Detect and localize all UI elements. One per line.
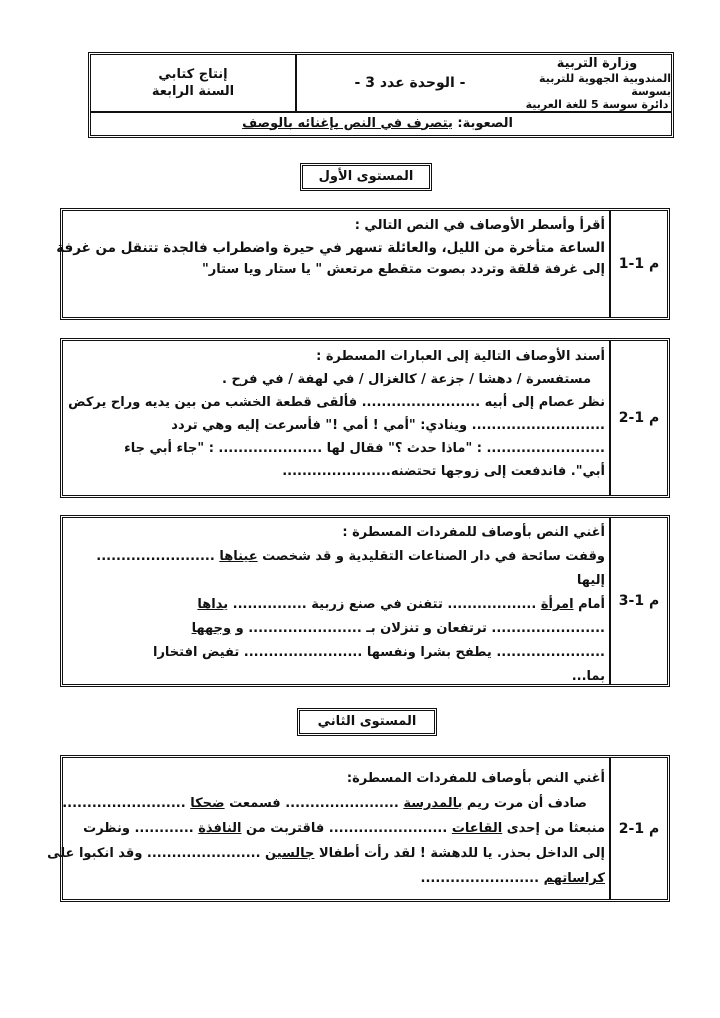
ex3-line3-word-amam: أمام: [578, 597, 605, 612]
exercise-3-line-4: [69, 617, 605, 641]
exercise-3-line-6: بما...: [571, 669, 605, 684]
exercise-4-line-1: [62, 791, 605, 816]
exercise-3-instruction: أغني النص بأوصاف للمفردات المسطرة :: [342, 525, 605, 540]
difficulty-row: [91, 111, 671, 135]
ex4-word-window: النافذة: [198, 821, 242, 836]
ex3-line1-dots: ........................: [96, 549, 215, 564]
exercise-4-line-2: [69, 816, 605, 841]
exercise-4-line-4: [69, 866, 605, 891]
grade-label: السنة الرابعة: [151, 84, 235, 99]
exercise-2-number: م 1-2: [609, 341, 667, 495]
exercise-2-content: [69, 345, 605, 493]
subject-label: إنتاج كتابي: [158, 67, 228, 82]
ex3-line1-text: وقفت سائحة في دار الصناعات التقليدية و قد شخصت: [262, 549, 605, 564]
admin-line-2: المندوبية الجهوية للتربية بسوسة: [539, 72, 671, 98]
ex4-line1-dots: .........................: [62, 796, 186, 811]
ex4-word-notebooks: كراساتهم: [543, 871, 605, 886]
ex4-line2-end: ............ ونظرت: [83, 821, 194, 836]
header-subject-cell: [91, 55, 295, 111]
exercise-4-content: [47, 766, 605, 897]
difficulty-text: يتصرف في النص بإغنائه بالوصف: [242, 115, 453, 131]
ex4-word-sitting: جالسين: [265, 846, 315, 861]
ex4-line1-mid: ....................... فسمعت: [229, 796, 399, 811]
exercise-3-box: [60, 515, 670, 687]
exercise-2-instruction: أسند الأوصاف التالية إلى العبارات المسطرة :: [316, 349, 605, 364]
exercise-3-line-3: [69, 593, 605, 617]
ex4-line3-text: إلى الداخل بحذر. يا للدهشة ! لقد رأت أطفالا: [318, 846, 605, 861]
exercise-4-instruction: أغني النص بأوصاف للمفردات المسطرة:: [346, 771, 605, 786]
ex4-word-rooms: القاعات: [451, 821, 503, 836]
ex4-line4-dots: ........................: [420, 871, 540, 886]
exercise-4-number: م 1-2: [609, 758, 667, 899]
exercise-3-number: م 1-3: [609, 518, 667, 684]
ex3-word-hands: يداها: [197, 597, 229, 612]
admin-line-3: دائرة سوسة 5 للغة العربية: [525, 98, 669, 111]
exercise-2-line-2: ........................... وينادي: "أمي ! أمي !" فأسرعت إليه وهي تردد: [171, 418, 605, 433]
exercise-1-box: [56, 208, 670, 320]
exercise-2-options: مستفسرة / دهشا / جزعة / كالغزال / في لهفة / في فرح .: [222, 372, 591, 387]
ex4-line2-mid: ........................ فاقتربت من: [246, 821, 448, 836]
ex4-word-laughter: ضحكا: [190, 796, 225, 811]
exercise-2-line-3: ........................ : "ماذا حدث ؟" فقال لها ..................... : "جاء أبي جاء: [124, 441, 605, 456]
level-1-label: المستوى الأول: [300, 163, 432, 191]
ex4-word-school: بالمدرسة: [403, 796, 463, 811]
exercise-1-content: [56, 215, 605, 315]
exercise-1-number: م 1-1: [609, 211, 667, 317]
exercise-4-line-3: [47, 841, 605, 866]
unit-title: - الوحدة عدد 3 -: [354, 75, 466, 91]
exercise-3-content: [69, 521, 605, 682]
exercise-1-line-1: الساعة متأخرة من الليل، والعائلة تسهر في حيرة واضطراب فالجدة تتنقل من غرفة: [56, 240, 605, 256]
ex3-line4-mid: ترتفعان و تنزلان بـ ....................... و: [235, 621, 487, 636]
difficulty-label: الصعوبة:: [457, 115, 513, 131]
ex4-line1-text: صادف أن مرت ريم: [466, 796, 587, 811]
ex3-line3-mid: .................. تتفنن في صنع زربية ...............: [232, 597, 537, 612]
ex4-line3-end: ....................... وقد انكبوا على: [47, 846, 261, 861]
exercise-3-line-5: ...................... يطفح بشرا ونفسها ........................ تفيض افتخارا: [152, 645, 605, 660]
exercise-2-box: [60, 338, 670, 498]
ex3-word-face: وجهها: [191, 621, 232, 636]
level-2-label: المستوى الثاني: [297, 708, 437, 736]
header-table: [88, 52, 674, 138]
exercise-3-line-2: إليها: [576, 573, 605, 588]
exercise-1-line-2: إلى غرفة قلقة وتردد بصوت متقطع مرتعش " يا ستار ويا ستار": [201, 262, 605, 277]
exercise-2-line-1: نظر عصام إلى أبيه ........................ فألقى قطعة الخشب من بين يديه وراح يركض: [68, 395, 605, 410]
exercise-3-line-1: [69, 545, 605, 569]
exercise-2-line-4: أبي". فاندفعت إلى زوجها تحتضنه......................: [282, 464, 605, 479]
ex4-line2-text: منبعثا من إحدى: [506, 821, 605, 836]
ex3-word-woman: امرأة: [540, 597, 574, 612]
ex3-word-eyes: عيناها: [219, 549, 258, 564]
header-unit-cell: [295, 55, 523, 111]
admin-line-1: وزارة التربية: [556, 56, 638, 71]
header-admin-cell: [523, 55, 671, 111]
exercise-4-box: [47, 755, 670, 902]
header-row: [91, 55, 671, 113]
ex3-line4-dots: .......................: [491, 621, 605, 636]
exercise-1-instruction: أقرأ وأسطر الأوصاف في النص التالي :: [354, 218, 605, 233]
